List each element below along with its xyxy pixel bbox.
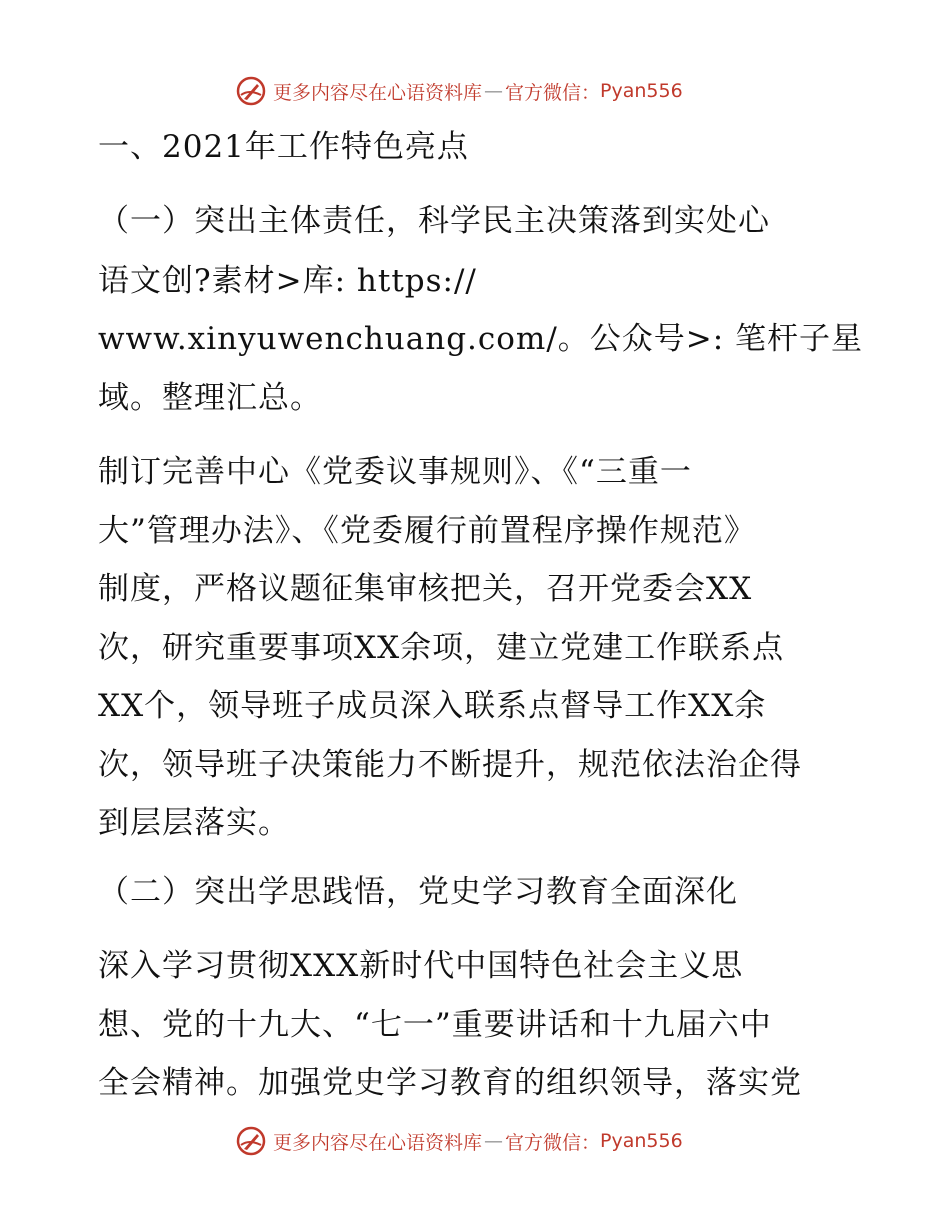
paragraph-1-line: 次，领导班子决策能力不断提升，规范依法治企得 — [98, 747, 802, 783]
watermark-site: 更多内容尽在心语资料库 — [273, 1131, 483, 1154]
footer-watermark — [235, 1124, 683, 1158]
body-line: 语文创?素材>库: https:// — [98, 263, 477, 299]
paragraph-1-line: 制订完善中心《党委议事规则》、《“三重一 — [98, 454, 692, 490]
paragraph-2-line: 全会精神。加强党史学习教育的组织领导，落实党 — [98, 1065, 802, 1101]
watermark-label: 官方微信： — [505, 1131, 601, 1154]
paragraph-1-line: 大”管理办法》、《党委履行前置程序操作规范》 — [98, 513, 756, 549]
watermark-separator: — — [484, 80, 504, 102]
quill-circle-logo — [235, 1125, 267, 1157]
header-watermark — [235, 74, 683, 108]
watermark-account: Pyan556 — [600, 1130, 683, 1152]
watermark-account: Pyan556 — [600, 80, 683, 102]
quill-circle-logo — [235, 75, 267, 107]
paragraph-1-line: 到层层落实。 — [98, 805, 290, 841]
paragraph-2-line: 想、党的十九大、“七一”重要讲话和十九届六中 — [98, 1007, 772, 1043]
paragraph-1-line: 制度，严格议题征集审核把关，召开党委会XX — [98, 571, 753, 607]
paragraph-1-line: 次，研究重要事项XX余项，建立党建工作联系点 — [98, 630, 785, 666]
section-heading: 一、2021年工作特色亮点 — [98, 129, 469, 165]
subheading-2: （二）突出学思践悟，党史学习教育全面深化 — [98, 874, 738, 910]
body-line: www.xinyuwenchuang.com/。公众号>: 笔杆子星 — [98, 321, 864, 357]
paragraph-1-line: XX个，领导班子成员深入联系点督导工作XX余 — [98, 688, 767, 724]
watermark-site: 更多内容尽在心语资料库 — [273, 81, 483, 104]
paragraph-2-line: 深入学习贯彻XXX新时代中国特色社会主义思 — [98, 948, 744, 984]
watermark-separator: — — [484, 1130, 504, 1152]
body-line: 域。整理汇总。 — [98, 380, 322, 416]
subheading-1: （一）突出主体责任，科学民主决策落到实处心 — [98, 203, 770, 239]
watermark-label: 官方微信： — [505, 81, 601, 104]
